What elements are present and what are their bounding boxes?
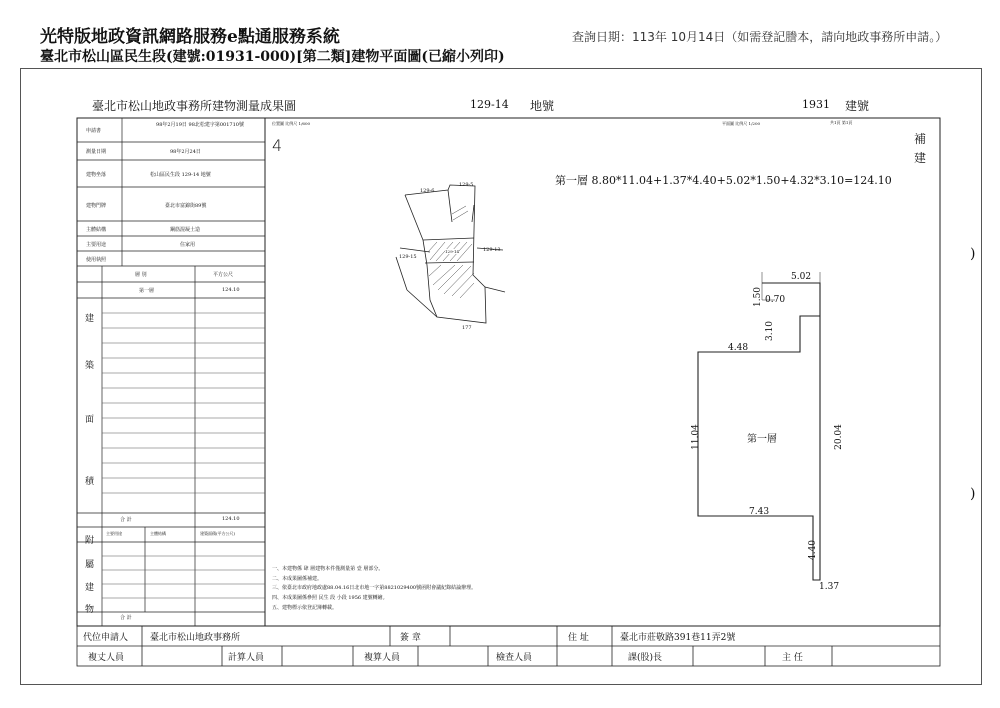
info-value-use: 住家用 (180, 242, 196, 248)
dim-3-10: 3.10 (765, 320, 776, 342)
dim-7-43: 7.43 (749, 507, 770, 517)
area-group-char-2: 築 (85, 361, 95, 371)
info-label-address: 建物門牌 (86, 203, 107, 209)
lot-label-129-15: 129-15 (399, 254, 417, 260)
footer-seal: 簽 章 (400, 633, 421, 643)
info-value-structure: 鋼筋混凝土造 (170, 227, 201, 233)
info-label-use: 主要用途 (86, 242, 107, 248)
footer-inspector: 檢查人員 (496, 653, 533, 663)
area-group-char-4: 積 (85, 477, 95, 487)
lot-label-177: 177 (462, 325, 472, 331)
dim-5-02: 5.02 (791, 272, 812, 282)
note-1: 一、本建物係 肆 層建物本件僅測量第 壹 層部分。 (272, 566, 384, 572)
lot-label-129-6: 129-6 (420, 188, 435, 194)
info-label-structure: 主體結構 (86, 227, 107, 233)
footer-agent-label: 代位申請人 (83, 633, 129, 643)
area-total-label: 合 計 (120, 517, 132, 523)
dim-4-48: 4.48 (728, 343, 749, 353)
dim-11-04: 11.04 (690, 424, 701, 450)
info-label-license: 使用執照 (86, 257, 107, 263)
note-5: 五、建物標示依登記簿轉載。 (272, 605, 338, 611)
note-4: 四、本成果圖係參照 民生 段 小段 1956 建號轉繪。 (272, 595, 388, 601)
header-subtitle: 臺北市松山區民生段(建號:01931-000)[第二類]建物平面圖(已縮小列印) (40, 49, 505, 65)
area-group-char-1: 建 (85, 314, 95, 324)
area-row-floor: 第一層 (139, 288, 155, 294)
header-title: 光特版地政資訊網路服務e點通服務系統 (40, 27, 340, 47)
area-total-value: 124.10 (222, 516, 240, 522)
location-map-scale: 位置圖 比例尺 1/600 (272, 121, 311, 126)
footer-address-value: 臺北市莊敬路391巷11弄2號 (620, 633, 736, 643)
query-date: 查詢日期：113年 10月14日（如需登記謄本，請向地政事務所申請。） (572, 30, 948, 44)
note-3: 三、依臺北市政府地政處88.04.16日北市地一字第8821029400號函附會議紀錄結論辦理。 (272, 585, 477, 591)
info-value-application: 98年2月19日 98北松建字第001710號 (156, 122, 244, 128)
bracket-mark-top: ) (970, 246, 976, 262)
info-value-address: 臺北市富錦街89號 (165, 203, 207, 209)
annex-group-char-4: 物 (85, 605, 95, 615)
info-label-survey-date: 測量日期 (86, 149, 107, 155)
lot-label-129-5: 129-5 (459, 182, 474, 188)
footer-calculator: 計算人員 (228, 653, 265, 663)
page-count: 共1頁 第1頁 (830, 120, 853, 125)
area-formula: 第一層 8.80*11.04+1.37*4.40+5.02*1.50+4.32*3.10=124.10 (555, 174, 892, 187)
note-2: 二、本成果圖係補建。 (272, 576, 323, 582)
annex-total-label: 合 計 (120, 615, 132, 621)
dim-1-50: 1.50 (753, 286, 764, 308)
supplement-note: 補建 (914, 132, 927, 165)
footer-director: 主 任 (782, 653, 803, 663)
annex-head-area: 建築面積(平方公尺) (200, 531, 236, 536)
building-label: 建號 (845, 99, 870, 113)
info-value-location: 松山區民生段 129-14 地號 (150, 172, 211, 178)
footer-section-chief: 課(股)長 (628, 653, 663, 663)
lot-number: 129-14 (470, 98, 509, 111)
lot-label: 地號 (530, 99, 555, 113)
dim-4-40: 4.40 (808, 539, 819, 561)
info-label-application: 申請書 (86, 128, 102, 134)
area-group-char-3: 面 (85, 415, 95, 425)
footer-rechecker: 複算人員 (364, 653, 401, 663)
bracket-mark-bottom: ) (970, 486, 976, 502)
annex-head-structure: 主體結構 (150, 531, 166, 536)
info-label-location: 建物坐落 (86, 172, 107, 178)
north-arrow-icon: 4 (272, 136, 283, 155)
lot-label-129-13: 129-13 (483, 247, 501, 253)
dim-1-37: 1.37 (819, 582, 840, 592)
footer-agent-value: 臺北市松山地政事務所 (150, 633, 241, 643)
plan-scale: 平面圖 比例尺 1/200 (722, 121, 761, 126)
floor-plan-label: 第一層 (747, 434, 777, 445)
area-row-value: 124.10 (222, 287, 240, 293)
annex-group-char-1: 附 (85, 536, 95, 546)
annex-group-char-2: 屬 (85, 560, 95, 570)
footer-address-label: 住 址 (568, 633, 589, 643)
area-head-sqm: 平方公尺 (213, 272, 234, 278)
annex-head-use: 主要用途 (106, 531, 122, 536)
area-head-floor: 層 別 (135, 272, 147, 278)
dim-20-04: 20.04 (833, 424, 844, 450)
lot-label-129-14: 129-14 (445, 249, 460, 254)
building-number: 1931 (802, 98, 830, 111)
footer-reviewer: 複丈人員 (88, 653, 125, 663)
annex-group-char-3: 建 (85, 583, 95, 593)
dim-0-70: 0.70 (765, 295, 786, 305)
survey-heading: 臺北市松山地政事務所建物測量成果圖 (92, 99, 297, 113)
info-value-survey-date: 98年2月24日 (170, 149, 201, 155)
